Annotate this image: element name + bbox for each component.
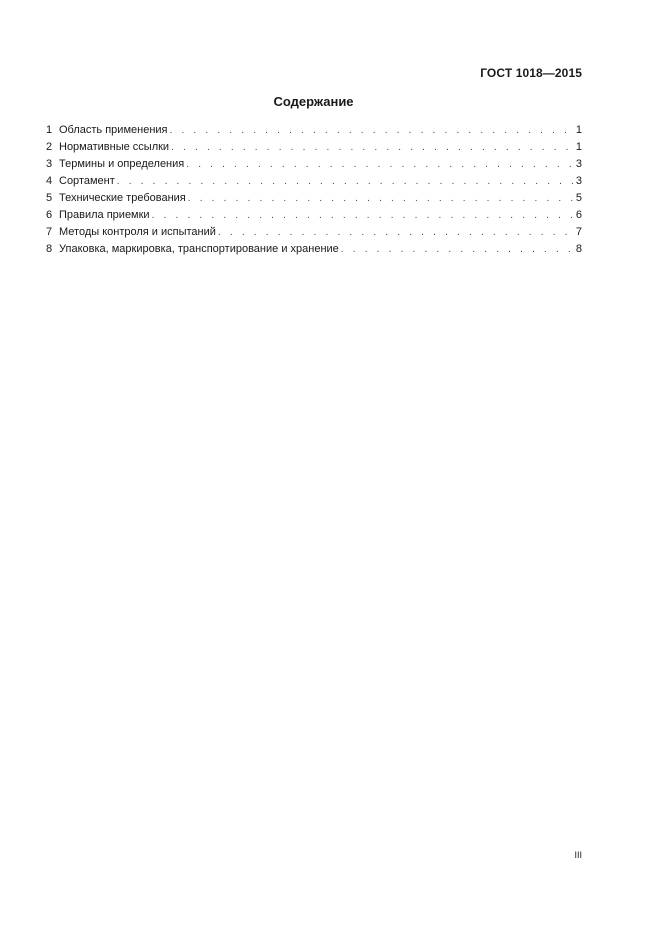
toc-leader-dots bbox=[168, 122, 576, 139]
toc-entry-label: Сортамент bbox=[59, 175, 115, 187]
toc-entry-page: 8 bbox=[575, 243, 582, 255]
toc-entry-label: Технические требования bbox=[59, 192, 186, 204]
toc-leader-dots bbox=[186, 190, 575, 207]
toc-entry[interactable] bbox=[46, 156, 582, 173]
toc-entry-number: 5 bbox=[46, 192, 53, 204]
toc-leader-dots bbox=[216, 224, 575, 241]
table-of-contents bbox=[46, 122, 582, 258]
toc-entry-number: 7 bbox=[46, 226, 53, 238]
toc-entry[interactable] bbox=[46, 241, 582, 258]
toc-entry-number: 4 bbox=[46, 175, 53, 187]
toc-entry-label: Нормативные ссылки bbox=[59, 141, 170, 153]
document-header: ГОСТ 1018—2015 bbox=[480, 66, 582, 80]
toc-entry-label: Область применения bbox=[59, 124, 168, 136]
toc-entry-label: Методы контроля и испытаний bbox=[59, 226, 216, 238]
toc-entry-page: 3 bbox=[575, 158, 582, 170]
toc-entry-page: 3 bbox=[575, 175, 582, 187]
toc-leader-dots bbox=[169, 139, 575, 156]
toc-entry-label: Упаковка, маркировка, транспортирование и хранение bbox=[59, 243, 339, 255]
toc-entry-page: 1 bbox=[575, 141, 582, 153]
toc-entry[interactable] bbox=[46, 139, 582, 156]
toc-entry-page: 6 bbox=[575, 209, 582, 221]
toc-leader-dots bbox=[339, 241, 575, 258]
toc-entry-label: Правила приемки bbox=[59, 209, 150, 221]
toc-entry-page: 7 bbox=[575, 226, 582, 238]
toc-leader-dots bbox=[184, 156, 575, 173]
page-number: III bbox=[574, 850, 582, 860]
toc-entry-number: 6 bbox=[46, 209, 53, 221]
toc-entry-number: 3 bbox=[46, 158, 53, 170]
toc-leader-dots bbox=[150, 207, 575, 224]
toc-entry-number: 8 bbox=[46, 243, 53, 255]
page-title: Содержание bbox=[273, 94, 354, 109]
toc-leader-dots bbox=[115, 173, 575, 190]
toc-entry-page: 5 bbox=[575, 192, 582, 204]
toc-entry-number: 2 bbox=[46, 141, 53, 153]
toc-entry[interactable] bbox=[46, 207, 582, 224]
toc-entry-number: 1 bbox=[46, 124, 53, 136]
toc-entry-page: 1 bbox=[575, 124, 582, 136]
toc-entry[interactable] bbox=[46, 173, 582, 190]
toc-entry[interactable] bbox=[46, 224, 582, 241]
toc-entry-label: Термины и определения bbox=[59, 158, 185, 170]
toc-entry[interactable] bbox=[46, 190, 582, 207]
toc-entry[interactable] bbox=[46, 122, 582, 139]
